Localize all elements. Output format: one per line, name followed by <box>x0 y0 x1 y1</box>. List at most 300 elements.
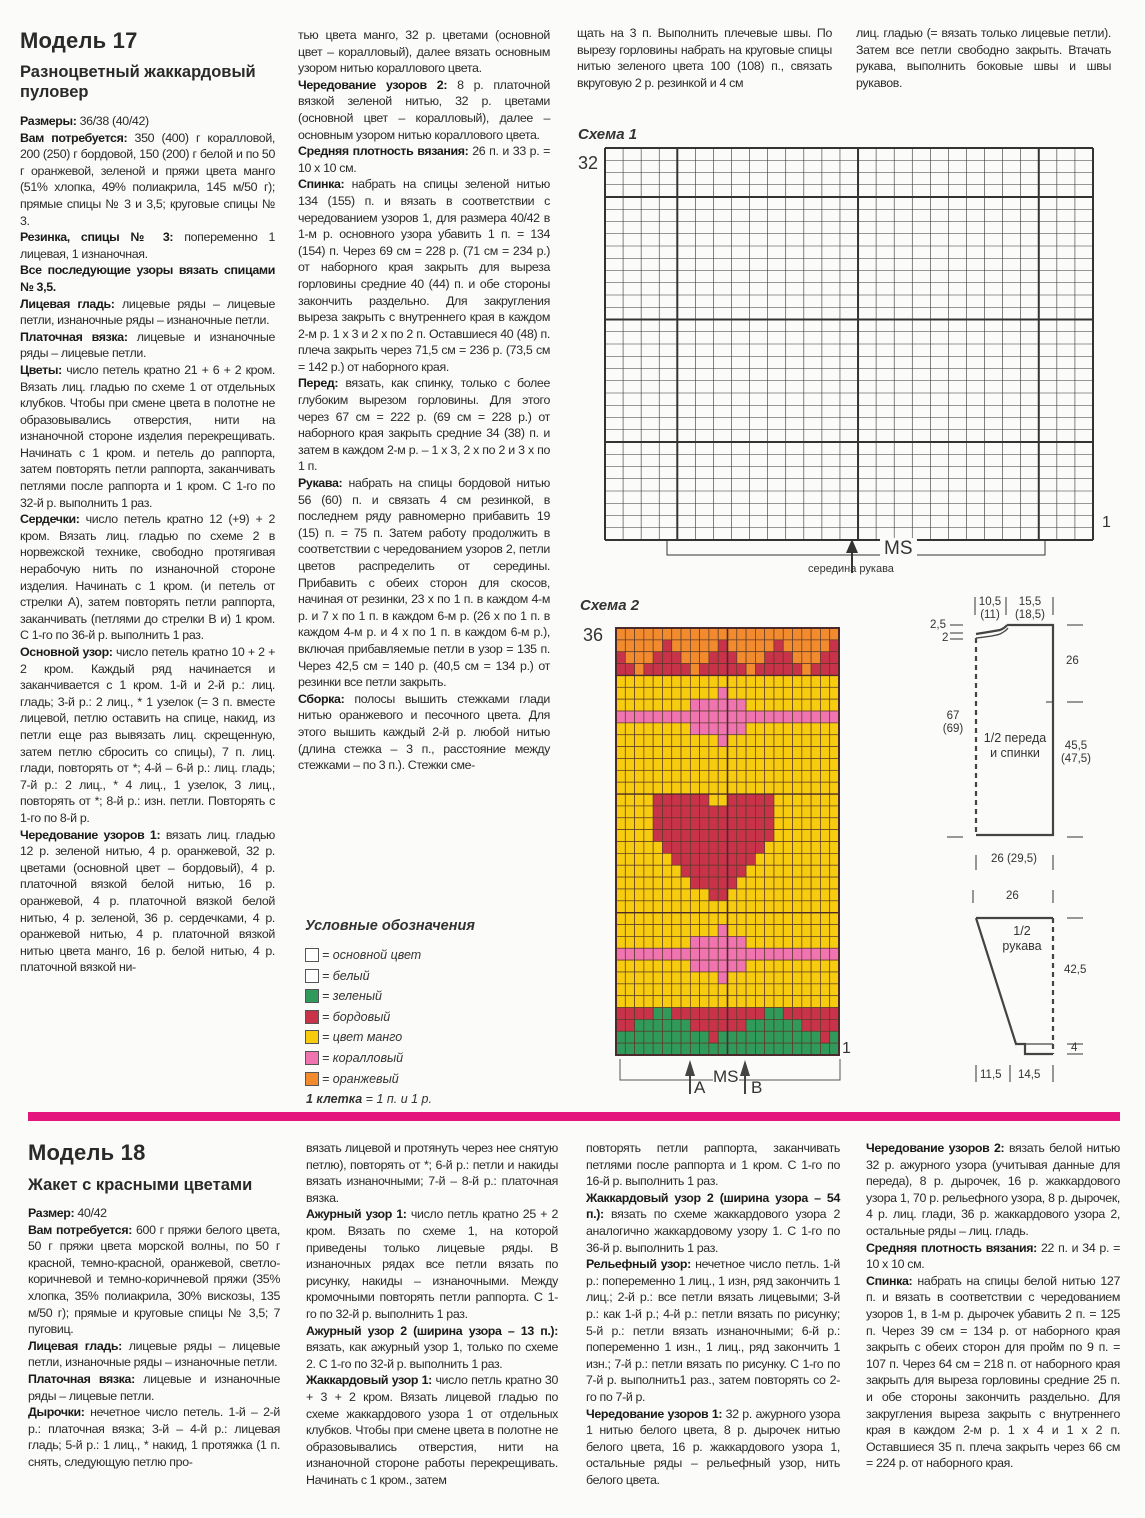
chart-cell <box>820 1019 829 1031</box>
chart-cell <box>830 1043 839 1055</box>
chart-cell <box>765 782 774 794</box>
chart-cell <box>820 853 829 865</box>
paragraph <box>866 1273 1120 1472</box>
chart-cell <box>811 1019 820 1031</box>
chart-cell <box>653 1019 662 1031</box>
chart-cell <box>681 818 690 830</box>
chart-cell <box>635 747 644 759</box>
chart-cell <box>728 723 737 735</box>
chart-cell <box>737 853 746 865</box>
chart-cell <box>616 818 625 830</box>
chart-cell <box>644 972 653 984</box>
chart-cell <box>774 699 783 711</box>
chart-cell <box>755 652 764 664</box>
paragraph-heading: Чередование узоров 2: <box>298 77 448 92</box>
chart-cell <box>830 818 839 830</box>
chart-cell <box>737 1019 746 1031</box>
chart-cell <box>653 842 662 854</box>
section-divider <box>28 1112 1120 1121</box>
chart-cell <box>700 853 709 865</box>
chart-cell <box>802 853 811 865</box>
size-sleeve-top-width: 26 <box>1006 890 1019 902</box>
chart-cell <box>718 948 727 960</box>
chart-cell <box>662 818 671 830</box>
chart-cell <box>820 889 829 901</box>
chart-cell <box>690 865 699 877</box>
chart-cell <box>653 640 662 652</box>
legend-item-label: = коралловый <box>322 1051 404 1065</box>
paragraph-heading: Платочная вязка: <box>28 1371 135 1386</box>
chart-cell <box>746 960 755 972</box>
chart-cell <box>830 758 839 770</box>
chart-cell <box>700 675 709 687</box>
chart-cell <box>662 652 671 664</box>
chart-cell <box>793 1008 802 1020</box>
chart-cell <box>830 735 839 747</box>
chart-cell <box>635 640 644 652</box>
paragraph-text: 26 п. и 33 р. = 10 х 10 см. <box>298 144 551 175</box>
size-total-height-value: 67 <box>946 710 960 722</box>
chart-cell <box>765 853 774 865</box>
chart-cell <box>672 889 681 901</box>
chart-cell <box>644 640 653 652</box>
chart-cell <box>625 735 634 747</box>
chart-cell <box>830 1008 839 1020</box>
schema-2-arrow-a-label: A <box>694 1078 706 1097</box>
chart-cell <box>774 984 783 996</box>
chart-cell <box>783 936 792 948</box>
size-shoulder-width <box>1010 596 1050 622</box>
chart-cell <box>690 925 699 937</box>
chart-cell <box>662 675 671 687</box>
size-neck-width <box>975 596 1005 622</box>
chart-cell <box>700 972 709 984</box>
chart-cell <box>811 675 820 687</box>
chart-cell <box>700 925 709 937</box>
chart-cell <box>737 818 746 830</box>
chart-cell <box>737 770 746 782</box>
chart-cell <box>616 664 625 676</box>
chart-cell <box>728 889 737 901</box>
chart-cell <box>802 948 811 960</box>
chart-cell <box>774 1043 783 1055</box>
paragraph-heading: Лицевая гладь: <box>20 296 115 311</box>
chart-cell <box>820 675 829 687</box>
chart-cell <box>728 818 737 830</box>
chart-cell <box>811 794 820 806</box>
chart-cell <box>644 747 653 759</box>
chart-cell <box>811 948 820 960</box>
color-swatch-icon <box>305 1051 319 1065</box>
chart-cell <box>774 782 783 794</box>
chart-cell <box>672 699 681 711</box>
chart-cell <box>681 640 690 652</box>
paragraph-heading: Сердечки: <box>20 512 80 527</box>
chart-cell <box>755 960 764 972</box>
size-total-height-alt: (69) <box>942 723 964 735</box>
paragraph-text: нечетное число петель. 1-й – 2-й р.: платочная вязка; 3-й – 4-й р.: лицевая гладь; 5-й р.: 1 лиц., * накид, 1 протяжка (1 п. снять, следующую петлю про- <box>28 1405 280 1469</box>
chart-cell <box>681 687 690 699</box>
chart-cell <box>709 699 718 711</box>
chart-cell <box>783 687 792 699</box>
chart-cell <box>653 877 662 889</box>
chart-cell <box>811 889 820 901</box>
chart-cell <box>690 901 699 913</box>
paragraph-text: число петель кратно 10 + 2 + 2 кром. Каждый ряд начинается и заканчивается с 1 кром. 1-й и 2-й р.: лиц. гладь; 3-й р.: 2 лиц., * 1 узелок (= 3 п. вместе лицевой, петлю оставить на спице, накид, из петли еще раз вывязать лиц. скрещенную, затем петлю сбросить со спицы), 7 п. лиц. глади, повторять от *; 4-й – 6-й р.: лиц. гладь; 7-й р.: 2 лиц., * 4 лиц., 1 узелок, 3 лиц., повторять от *; 8-й р.: изн. петли. Повторять с 1-го по 8-й р. <box>20 645 275 825</box>
chart-cell <box>728 877 737 889</box>
chart-cell <box>635 818 644 830</box>
chart-cell <box>765 901 774 913</box>
chart-cell <box>681 794 690 806</box>
chart-cell <box>755 948 764 960</box>
chart-cell <box>755 782 764 794</box>
chart-cell <box>755 770 764 782</box>
chart-cell <box>662 1043 671 1055</box>
legend-item <box>305 1010 390 1024</box>
chart-cell <box>793 794 802 806</box>
chart-cell <box>690 699 699 711</box>
chart-cell <box>681 747 690 759</box>
schema-1-ms-label: MS <box>880 538 917 560</box>
chart-cell <box>774 664 783 676</box>
schema-2-top-row-number: 36 <box>583 625 604 645</box>
chart-cell <box>616 889 625 901</box>
chart-cell <box>802 664 811 676</box>
chart-cell <box>653 770 662 782</box>
chart-cell <box>802 1031 811 1043</box>
chart-cell <box>709 877 718 889</box>
chart-cell <box>635 699 644 711</box>
chart-cell <box>690 972 699 984</box>
chart-cell <box>765 675 774 687</box>
chart-cell <box>709 996 718 1008</box>
chart-cell <box>793 782 802 794</box>
chart-cell <box>681 675 690 687</box>
chart-cell <box>811 628 820 640</box>
chart-cell <box>737 675 746 687</box>
chart-cell <box>783 972 792 984</box>
chart-cell <box>811 711 820 723</box>
chart-cell <box>718 782 727 794</box>
chart-cell <box>681 972 690 984</box>
chart-cell <box>793 996 802 1008</box>
paragraph-text: 8 р. платочной вязкой зеленой нитью, 32 р. цветами (основной цвет – коралловый), далее – основным узором нитью кораллового цвета. <box>298 77 550 142</box>
chart-cell <box>700 1008 709 1020</box>
chart-cell <box>737 1031 746 1043</box>
chart-cell <box>774 936 783 948</box>
chart-cell <box>662 806 671 818</box>
chart-cell <box>737 984 746 996</box>
chart-cell <box>820 936 829 948</box>
chart-cell <box>802 640 811 652</box>
chart-cell <box>820 1043 829 1055</box>
paragraph <box>28 1404 280 1470</box>
chart-cell <box>737 758 746 770</box>
chart-cell <box>774 830 783 842</box>
chart-cell <box>774 853 783 865</box>
chart-cell <box>765 865 774 877</box>
chart-cell <box>728 830 737 842</box>
paragraph-text: вязать, как спинку, только с более глубоким вырезом горловины. Для этого через 67 см = 222 р. (69 см = 228 р.) от наборного края закрыть средние 34 (38) п. и затем в каждом 2-м р. – 1 х 3, 2 х по 2 и 3 х по 1 п. <box>298 376 550 474</box>
paragraph <box>20 130 275 230</box>
chart-cell <box>709 675 718 687</box>
chart-cell <box>625 984 634 996</box>
chart-cell <box>700 948 709 960</box>
chart-cell <box>746 747 755 759</box>
paragraph-heading: Цветы: <box>20 362 62 377</box>
chart-cell <box>820 1031 829 1043</box>
chart-cell <box>635 628 644 640</box>
chart-cell <box>681 960 690 972</box>
chart-cell <box>644 664 653 676</box>
paragraph-text: набрать на спицы бордовой нитью 56 (60) п. и связать 4 см резинкой, в последнем ряду равномерно прибавить 19 (15) п. = 75 п. Затем работу продолжить в соответствии с чередованием узоров 2, петли цветов распределить от середины. Прибавить с обеих сторон для скосов, начиная от резинки, 23 х по 1 п. в каждом 4-м р. и 7 х по 1 п. в каждом 6-м р. (26 х по 1 п. в каждом 4-м р. и 4 х по 1 п. в каждом 6-м р.), включая прибавляемые петли в узор = 135 п. Через 42,5 см = 140 р. (40,5 см = 134 р.) от резинки все петли закрыть. <box>298 476 550 690</box>
chart-cell <box>662 770 671 782</box>
size-side-height <box>1058 740 1094 766</box>
chart-cell <box>737 960 746 972</box>
chart-cell <box>765 830 774 842</box>
chart-cell <box>793 877 802 889</box>
chart-cell <box>811 842 820 854</box>
chart-cell <box>737 711 746 723</box>
chart-cell <box>681 711 690 723</box>
chart-cell <box>625 640 634 652</box>
chart-cell <box>830 747 839 759</box>
chart-cell <box>820 996 829 1008</box>
size-neck-width-alt: (11) <box>980 609 1000 621</box>
chart-cell <box>709 711 718 723</box>
chart-cell <box>662 628 671 640</box>
chart-cell <box>737 782 746 794</box>
chart-cell <box>802 1043 811 1055</box>
chart-cell <box>625 794 634 806</box>
chart-cell <box>820 758 829 770</box>
chart-cell <box>765 735 774 747</box>
chart-cell <box>690 936 699 948</box>
chart-cell <box>755 877 764 889</box>
chart-cell <box>737 925 746 937</box>
chart-cell <box>755 865 764 877</box>
chart-cell <box>635 948 644 960</box>
chart-cell <box>718 652 727 664</box>
chart-cell <box>672 877 681 889</box>
color-swatch-icon <box>305 1072 319 1086</box>
chart-cell <box>811 747 820 759</box>
chart-cell <box>616 770 625 782</box>
chart-cell <box>755 640 764 652</box>
chart-cell <box>755 1019 764 1031</box>
chart-cell <box>653 925 662 937</box>
chart-cell <box>820 925 829 937</box>
chart-cell <box>700 996 709 1008</box>
legend-item-label: = цвет манго <box>322 1030 403 1045</box>
chart-cell <box>811 913 820 925</box>
chart-cell <box>709 735 718 747</box>
chart-cell <box>616 925 625 937</box>
chart-cell <box>681 628 690 640</box>
chart-cell <box>802 1019 811 1031</box>
paragraph-text: нечетное число петль. 1-й р.: попеременно 1 лиц., 1 изн, ряд закончить 1 лиц.; 2-й р.: все петли вязать лицевыми; 3-й р.: как 1-й р.; 4-й р.: петли вязать по рисунку; 5-й р.: петли вязать изнаночными; 6-й р.: попеременно 1 изн., 1 лиц., ряд закончить 1 изн.; 7-й р.: петли вязать по рисунку. С 1-го по 7-й р. выполнить1 раз., затем повторять со 2-го по 7-й р. <box>586 1257 840 1404</box>
chart-cell <box>718 972 727 984</box>
chart-cell <box>802 842 811 854</box>
chart-cell <box>681 913 690 925</box>
chart-cell <box>653 782 662 794</box>
chart-cell <box>653 806 662 818</box>
chart-cell <box>830 901 839 913</box>
chart-cell <box>709 948 718 960</box>
chart-cell <box>709 747 718 759</box>
chart-cell <box>765 1019 774 1031</box>
paragraph-text: число петль кратно 30 + 3 + 2 кром. Вязать лицевой гладью по схеме жаккардового узора 1 от отдельных клубков. Чтобы при смене цвета в полотне не образовывались отверстия, нити на изнаночной стороне работы перекрещивать. Начинать с 1 кром., затем <box>306 1373 558 1487</box>
schema-1-bottom-row-number: 1 <box>1102 514 1111 531</box>
chart-cell <box>765 758 774 770</box>
chart-cell <box>635 877 644 889</box>
paragraph-heading: Чередование узоров 1: <box>586 1406 723 1421</box>
chart-cell <box>802 770 811 782</box>
chart-cell <box>662 996 671 1008</box>
chart-cell <box>830 865 839 877</box>
size-diagram <box>920 590 1145 1090</box>
chart-cell <box>802 996 811 1008</box>
chart-cell <box>709 889 718 901</box>
chart-cell <box>662 913 671 925</box>
chart-cell <box>737 1043 746 1055</box>
chart-cell <box>783 711 792 723</box>
chart-cell <box>783 1043 792 1055</box>
chart-cell <box>765 1031 774 1043</box>
chart-cell <box>672 806 681 818</box>
chart-cell <box>672 652 681 664</box>
chart-cell <box>616 853 625 865</box>
chart-cell <box>681 735 690 747</box>
chart-cell <box>746 984 755 996</box>
paragraph <box>586 1190 840 1256</box>
chart-cell <box>811 960 820 972</box>
chart-cell <box>616 758 625 770</box>
chart-cell <box>774 972 783 984</box>
chart-cell <box>765 1043 774 1055</box>
chart-cell <box>635 996 644 1008</box>
color-swatch-icon <box>305 948 319 962</box>
chart-cell <box>793 913 802 925</box>
chart-cell <box>774 687 783 699</box>
chart-cell <box>746 972 755 984</box>
chart-cell <box>820 913 829 925</box>
chart-cell <box>830 996 839 1008</box>
legend-title: Условные обозначения <box>305 918 475 934</box>
chart-cell <box>644 699 653 711</box>
chart-cell <box>625 687 634 699</box>
chart-cell <box>793 640 802 652</box>
chart-cell <box>774 948 783 960</box>
chart-cell <box>653 960 662 972</box>
chart-cell <box>820 901 829 913</box>
chart-cell <box>746 948 755 960</box>
chart-cell <box>793 925 802 937</box>
chart-cell <box>830 664 839 676</box>
chart-cell <box>755 699 764 711</box>
chart-cell <box>811 818 820 830</box>
chart-cell <box>802 877 811 889</box>
chart-cell <box>755 735 764 747</box>
paragraph-text: число петель кратно 21 + 6 + 2 кром. Вязать лиц. гладью по схеме 1 от отдельных клубков. Чтобы при смене цвета в полотне не образовывались отверстия, нити на изнаночной стороне изделия перекрещивать. Начинать с 1 кром. и петель до раппорта, затем повторять петли раппорта, заканчивать петлями после раппорта и 1 кром. С 1-го по 32-й р. выполнить 1 раз. <box>20 362 275 510</box>
chart-cell <box>820 711 829 723</box>
chart-cell <box>765 747 774 759</box>
chart-cell <box>820 664 829 676</box>
size-side-height-value: 45,5 <box>1064 740 1088 752</box>
chart-cell <box>820 735 829 747</box>
paragraph-text: набрать на спицы белой нитью 127 п. и вязать в соответствии с чередованием узоров 1, в 1-м р. дырочек убавить 2 п. = 125 п. Через 39 см = 134 р. от наборного края закрыть с обеих сторон для пройм по 9 п. = 107 п. Через 64 см = 218 п. от наборного края закрыть для выреза горловины средние 25 п. и обе стороны закончить раздельно. Для закругления выреза закрыть с внутреннего края в каждом 2-м р. 1 х 4 и 1 х 2 п. Оставшиеся 35 п. плеча закрыть через 66 см = 224 р. от наборного края. <box>866 1273 1120 1471</box>
legend-item-label: = оранжевый <box>322 1071 399 1086</box>
chart-cell <box>681 758 690 770</box>
chart-cell <box>811 984 820 996</box>
chart-cell <box>728 925 737 937</box>
chart-cell <box>690 735 699 747</box>
chart-cell <box>672 770 681 782</box>
chart-cell <box>820 984 829 996</box>
chart-cell <box>820 628 829 640</box>
chart-cell <box>830 687 839 699</box>
chart-cell <box>662 948 671 960</box>
chart-cell <box>774 770 783 782</box>
sleeve-half-label <box>1002 924 1042 954</box>
chart-cell <box>635 723 644 735</box>
chart-cell <box>820 640 829 652</box>
chart-cell <box>746 877 755 889</box>
chart-cell <box>700 735 709 747</box>
legend-cell-note-bold: 1 клетка <box>306 1092 363 1106</box>
chart-cell <box>672 1019 681 1031</box>
chart-cell <box>728 913 737 925</box>
chart-cell <box>635 1043 644 1055</box>
chart-cell <box>783 770 792 782</box>
chart-cell <box>662 842 671 854</box>
chart-cell <box>765 699 774 711</box>
chart-cell <box>718 735 727 747</box>
model-17-subtitle: Разноцветный жаккардовый пуловер <box>20 63 256 101</box>
chart-cell <box>690 853 699 865</box>
chart-cell <box>681 948 690 960</box>
chart-cell <box>700 723 709 735</box>
chart-cell <box>783 699 792 711</box>
model-18-title: Модель 18 <box>28 1140 146 1165</box>
chart-cell <box>662 877 671 889</box>
chart-cell <box>662 972 671 984</box>
chart-cell <box>728 1008 737 1020</box>
chart-cell <box>811 687 820 699</box>
chart-cell <box>653 664 662 676</box>
chart-cell <box>774 806 783 818</box>
chart-cell <box>718 1043 727 1055</box>
chart-cell <box>755 925 764 937</box>
chart-cell <box>635 782 644 794</box>
chart-cell <box>672 747 681 759</box>
chart-cell <box>681 889 690 901</box>
chart-cell <box>718 865 727 877</box>
paragraph <box>866 1140 1120 1240</box>
chart-cell <box>765 723 774 735</box>
chart-cell <box>662 699 671 711</box>
chart-cell <box>830 652 839 664</box>
chart-cell <box>653 794 662 806</box>
chart-cell <box>793 842 802 854</box>
paragraph-heading: Резинка, спицы № 3: <box>20 230 174 245</box>
chart-cell <box>746 782 755 794</box>
chart-cell <box>728 699 737 711</box>
chart-cell <box>616 628 625 640</box>
paragraph <box>866 1240 1120 1273</box>
chart-cell <box>830 782 839 794</box>
model-17-title: Модель 17 <box>20 28 138 53</box>
